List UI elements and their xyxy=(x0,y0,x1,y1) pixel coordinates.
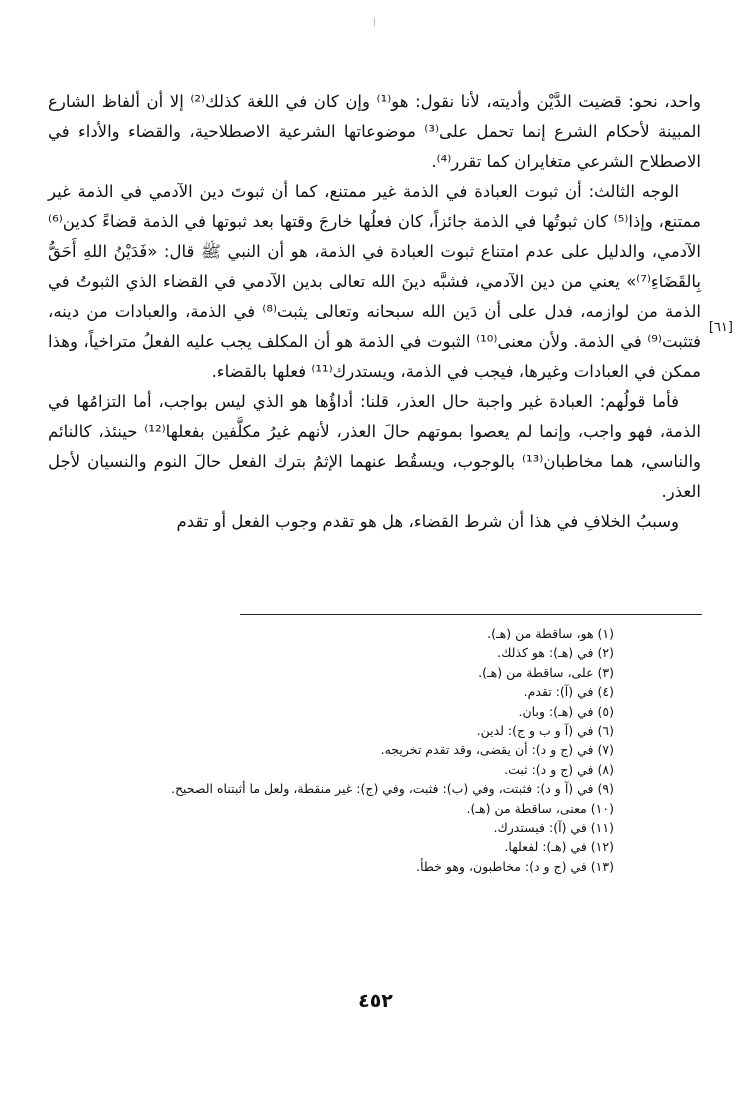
footnote: (٧) في (ج و د): أن يقضى، وقد تقدم تخريجه. xyxy=(380,742,614,758)
footnote: (١١) في (آ): فيستدرك. xyxy=(493,820,614,836)
footnote: (١) هو، ساقطة من (هـ). xyxy=(487,626,614,641)
footnote: (٢) في (هـ): هو كذلك. xyxy=(497,645,614,661)
footnote: (٥) في (هـ): وبان. xyxy=(518,703,614,719)
main-text xyxy=(48,87,701,537)
paragraph-4: وسببُ الخلافِ في هذا أن شرط القضاء، هل هو تقدم وجوب الفعل أو تقدم xyxy=(176,512,679,531)
page-number: ٤٥٢ xyxy=(358,990,393,1012)
margin-page-reference: [٦١] xyxy=(708,320,733,335)
footnote: (٤) في (آ): تقدم. xyxy=(523,684,614,700)
paragraph-3: فأما قولُهم: العبادة غير واجبة حال العذر، قلنا: أداؤُها هو الذي ليس بواجب، أما التزامُها في الذمة، فهو واجب، وإنما لم يعصوا بموتهم حالَ العذر، لأنهم غيرُ مكلَّفين بفعلها⁽¹²⁾ حينئذ، كالنائم والناسي، هما مخاطبان⁽¹³⁾ بالوجوب، ويسقُط عنهما الإثمُ بترك الفعل حالَ النوم والنسيان لأجل العذر. xyxy=(48,392,701,501)
footnote: (٣) على، ساقطة من (هـ). xyxy=(478,664,614,680)
top-crop-mark xyxy=(374,18,375,26)
footnote: (٩) في (آ و د): فثبتت، وفي (ب): فثبت، وفي (ج): غير منقطة، ولعل ما أثبتناه الصحيح. xyxy=(170,781,614,797)
footnotes-list xyxy=(74,624,614,876)
footnote: (١٣) في (ج و د): مخاطبون، وهو خطأ. xyxy=(416,858,614,874)
footnote-separator xyxy=(240,614,702,615)
paragraph-1: واحد، نحو: قضيت الدَّيْن وأديته، لأنا نقول: هو⁽¹⁾ وإن كان في اللغة كذلك⁽²⁾ إلا أن ألفاظ الشارع المبينة لأحكام الشرع إنما تحمل على⁽³⁾ موضوعاتها الشرعية الاصطلاحية، والقضاء والأداء في الاصطلاح الشرعي متغايران كما تقرر⁽⁴⁾. xyxy=(48,92,702,171)
footnote: (١٠) معنى، ساقطة من (هـ). xyxy=(466,800,614,816)
footnote: (٦) في (آ و ب و ج): لدين. xyxy=(476,723,614,739)
footnote: (١٢) في (هـ): لفعلها. xyxy=(504,839,614,855)
paragraph-2: الوجه الثالث: أن ثبوت العبادة في الذمة غير ممتنع، كما أن ثبوتَ دين الآدمي في الذمة غير ممتنع، وإذا⁽⁵⁾ كان ثبوتُها في الذمة جائزاً، كان فعلُها خارجَ وقتها بعد ثبوتها في الذمة قضاءً كدين⁽⁶⁾ الآدمي، والدليل على عدم امتناع ثبوت العبادة في الذمة، هو أن النبي ﷺ قال: «فَدَيْنُ اللهِ أَحَقُّ بِالقَضَاءِ⁽⁷⁾» يعني من دين الآدمي، فشبَّه دينَ الله تعالى بدين الآدمي في القضاء الذي الثبوتُ في الذمة من لوازمه، فدل على أن دَين الله سبحانه وتعالى يثبت⁽⁸⁾ في الذمة، والعبادات من دينه، فتثبت⁽⁹⁾ في الذمة. ولأن معنى⁽¹⁰⁾ الثبوت في الذمة هو أن المكلف يجب عليه الفعلُ متراخياً، وهذا ممكن في العبادات وغيرها، فيجب في الذمة، ويستدرك⁽¹¹⁾ فعلها بالقضاء. xyxy=(48,182,701,381)
footnote: (٨) في (ج و د): ثبت. xyxy=(504,761,614,777)
